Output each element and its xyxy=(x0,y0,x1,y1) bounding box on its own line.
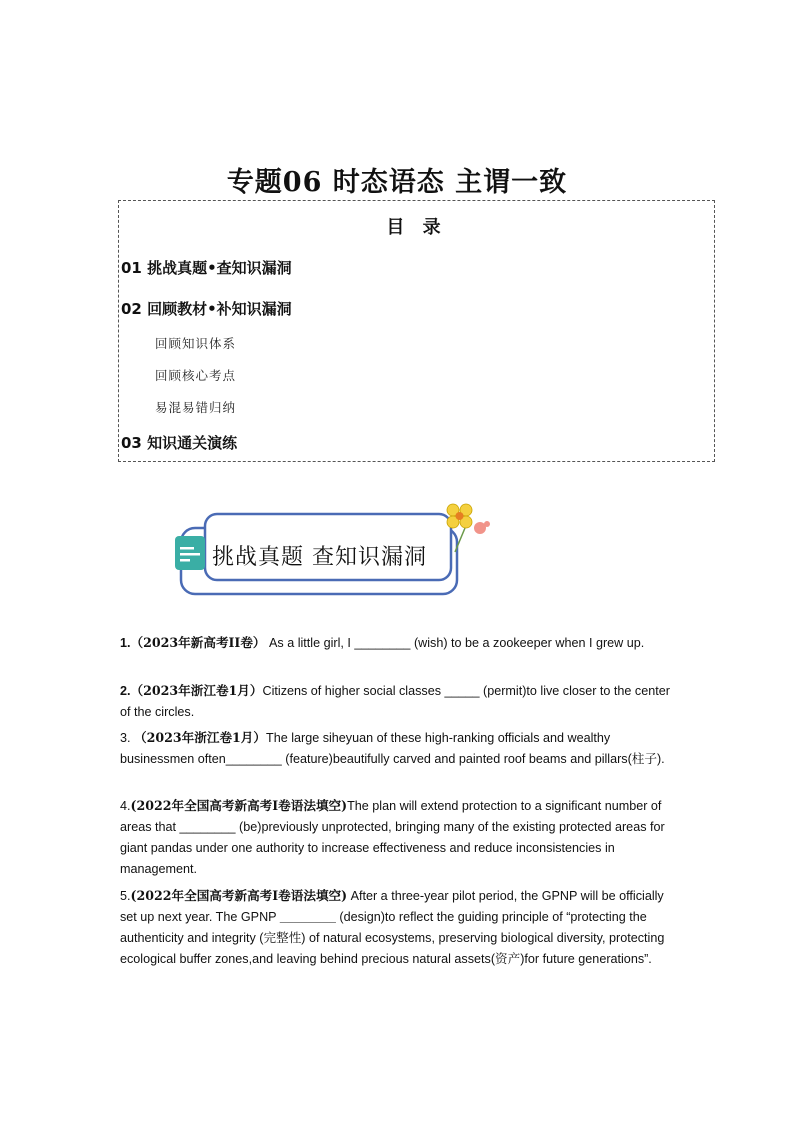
question-text: The plan will extend protection to a significant number of areas that xyxy=(120,799,662,834)
question-text: (design)to reflect the guiding principle of “protecting the authenticity and integrity (完整性) of natural ecosystems, preserving biological diversity, protecting ecological buffer zones,and leaving behind precious natural assets(资产)for future generations”. xyxy=(120,910,665,966)
answer-blank[interactable]: _____ xyxy=(444,684,480,698)
question-source: （2023年浙江卷1月） xyxy=(134,730,266,745)
toc-subitem[interactable]: 回顾知识体系 xyxy=(155,336,237,351)
question-4 xyxy=(120,795,680,880)
answer-blank[interactable]: ________ xyxy=(179,820,236,834)
question-text: (wish) to be a zookeeper when I grew up. xyxy=(410,636,645,650)
toc-heading: 目 录 xyxy=(386,217,447,238)
question-number: 2. xyxy=(120,684,131,698)
answer-blank[interactable]: ________ xyxy=(225,752,282,766)
question-source: （2023年新高考II卷） xyxy=(130,635,266,650)
table-of-contents xyxy=(118,200,715,462)
badge-icon xyxy=(175,536,205,570)
toc-subitem[interactable]: 回顾核心考点 xyxy=(155,368,237,383)
question-text: The large siheyuan of these high-ranking officials and wealthy businessmen often xyxy=(120,731,611,766)
question-5 xyxy=(120,885,680,970)
page-title: 专题06 时态语态 主谓一致 xyxy=(226,167,568,198)
question-number: 5. xyxy=(120,889,131,903)
question-source: （2023年浙江卷1月） xyxy=(130,683,263,698)
question-number: 4. xyxy=(120,799,131,813)
question-text: (feature)beautifully carved and painted roof beams and pillars(柱子). xyxy=(281,752,665,766)
toc-subitem[interactable]: 易混易错归纳 xyxy=(155,400,237,415)
question-number: 1. xyxy=(120,636,131,650)
question-source: (2022年全国高考新高考I卷语法填空) xyxy=(130,798,348,813)
question-3 xyxy=(120,727,680,770)
answer-blank[interactable]: ________ xyxy=(354,636,411,650)
question-text: Citizens of higher social classes xyxy=(262,684,445,698)
question-text: After a three-year pilot period, the GPNP will be officially set up next year. The GPNP xyxy=(120,889,664,924)
question-text: (permit)to live closer to the center of the circles. xyxy=(120,684,670,719)
question-text: As a little girl, I xyxy=(265,636,355,650)
answer-blank[interactable]: ________ xyxy=(279,910,336,924)
banner-title: 挑战真题 查知识漏洞 xyxy=(212,545,427,570)
question-number: 3. xyxy=(120,731,131,745)
question-text: (be)previously unprotected, bringing many of the existing protected areas for giant pandas under one authority to increase effectiveness and reduce inconsistencies in management. xyxy=(120,820,665,876)
flower-icon xyxy=(447,504,490,552)
toc-item-01[interactable]: 01 挑战真题•查知识漏洞 xyxy=(121,259,292,277)
question-2 xyxy=(120,680,680,723)
question-source: (2022年全国高考新高考I卷语法填空) xyxy=(130,888,348,903)
question-1 xyxy=(120,632,680,654)
toc-item-03[interactable]: 03 知识通关演练 xyxy=(121,434,238,452)
toc-item-02[interactable]: 02 回顾教材•补知识漏洞 xyxy=(121,300,292,318)
